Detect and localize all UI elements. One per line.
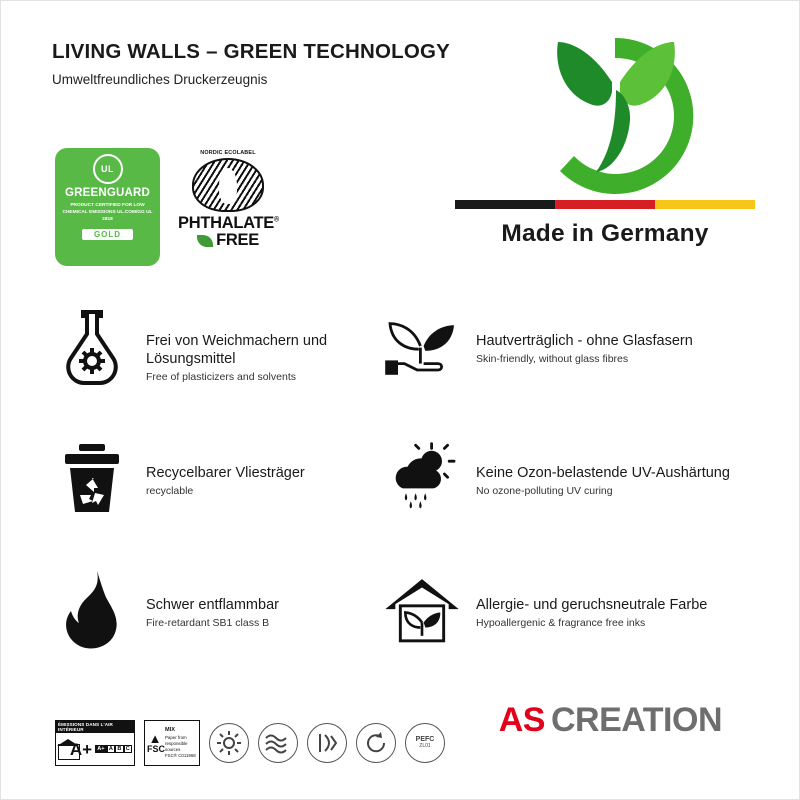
flag-stripe-red (555, 200, 655, 209)
footer (55, 701, 760, 772)
feature-label-en: No ozone-polluting UV curing (476, 485, 613, 498)
scale-a: A (107, 745, 115, 753)
scale-b: B (115, 745, 123, 753)
brand-creation: CREATION (550, 701, 722, 739)
german-flag (455, 200, 755, 209)
flag-stripe-black (455, 200, 555, 209)
feature-label-de: Allergie- und geruchsneutrale Farbe (476, 597, 708, 613)
fsc-source: Paper from responsible sources (165, 734, 188, 752)
feature-label-en: Skin-friendly, without glass fibres (476, 353, 629, 366)
scale-c: C (124, 745, 132, 753)
feature-text (476, 564, 707, 629)
fsc-tree-icon: ▲ (148, 730, 162, 746)
greenguard-description: PRODUCT CERTIFIED FOR LOW CHEMICAL EMISSIONS UL.COM/GG UL 2818 (62, 203, 153, 222)
nordic-ecolabel (191, 150, 265, 218)
peelable-icon (307, 723, 347, 763)
feature-label-de: Recycelbarer Vliesträger (146, 465, 305, 481)
fsc-code: FSC® C011968 (165, 752, 196, 758)
pefc-label: PEFC (415, 736, 435, 744)
phthalate-free-badge (178, 148, 278, 250)
pefc-icon (405, 723, 445, 763)
flag-stripe-gold (655, 200, 755, 209)
greenguard-level: GOLD (82, 229, 133, 240)
pefc-code: ZL01 (419, 743, 431, 750)
nordic-ecolabel-label: NORDIC ECOLABEL (200, 150, 256, 156)
phthalate-line1: PHTHALATE® (178, 214, 279, 232)
made-in-germany-label: Made in Germany (501, 220, 709, 247)
sun-cloud-rain-icon (382, 432, 462, 524)
indoor-air-emissions-label (55, 720, 135, 766)
registered-mark: ® (274, 216, 279, 224)
swan-icon (192, 158, 264, 212)
scale-a-plus: A+ (95, 745, 107, 753)
feature-label-en: Hypoallergenic & fragrance free inks (476, 617, 646, 630)
recycle-bin-icon (52, 432, 132, 524)
waves-icon (258, 723, 298, 763)
house-icon (58, 740, 67, 758)
feature-item (52, 300, 382, 432)
greenguard-badge (55, 148, 160, 266)
feature-item (382, 300, 772, 432)
fsc-label (144, 720, 200, 766)
feature-text (476, 300, 693, 365)
house-leaf-icon (382, 564, 462, 656)
feature-grid (52, 300, 772, 696)
feature-label-de: Frei von Weichmachern und Lösungsmittel (146, 333, 328, 368)
fsc-mark-text: FSC (147, 743, 165, 754)
feature-text (146, 564, 279, 629)
phthalate-line2: FREE (178, 231, 278, 250)
emissions-grade: A+ (69, 739, 93, 759)
as-creation-logo (499, 701, 722, 740)
feature-text (146, 300, 382, 383)
brand-as: AS (498, 701, 545, 739)
feature-label-de: Hautverträglich - ohne Glasfasern (476, 333, 693, 349)
feature-label-en: recyclable (146, 485, 194, 498)
feature-label-de: Schwer entflammbar (146, 597, 279, 613)
feature-text (146, 432, 305, 497)
page-title: LIVING WALLS – GREEN TECHNOLOGY (52, 40, 451, 63)
greenguard-name: GREENGUARD (64, 187, 151, 199)
feature-item (382, 432, 772, 564)
feature-label-de: Keine Ozon-belastende UV-Aushärtung (476, 465, 730, 481)
ul-logo-icon: UL (93, 154, 123, 184)
feature-item (52, 564, 382, 696)
flask-icon (52, 300, 132, 392)
feature-label-en: Free of plasticizers and solvents (146, 371, 296, 384)
hand-plant-icon (382, 300, 462, 392)
fsc-mix: MIX (165, 727, 175, 734)
washable-icon (209, 723, 249, 763)
emissions-scale (95, 745, 132, 753)
green-leaf-logo-icon (520, 20, 710, 200)
page-subtitle: Umweltfreundliches Druckerzeugnis (52, 72, 268, 87)
certification-badges (55, 148, 278, 266)
header (52, 40, 512, 87)
feature-text (476, 432, 730, 497)
feature-item (52, 432, 382, 564)
feature-label-en: Fire-retardant SB1 class B (146, 617, 270, 630)
leaf-icon (197, 235, 213, 247)
emissions-header: ÉMISSIONS DANS L'AIR INTÉRIEUR (56, 721, 134, 733)
arrow-recycle-icon (356, 723, 396, 763)
phthalate-text (178, 214, 278, 250)
flame-icon (52, 564, 132, 656)
feature-item (382, 564, 772, 696)
